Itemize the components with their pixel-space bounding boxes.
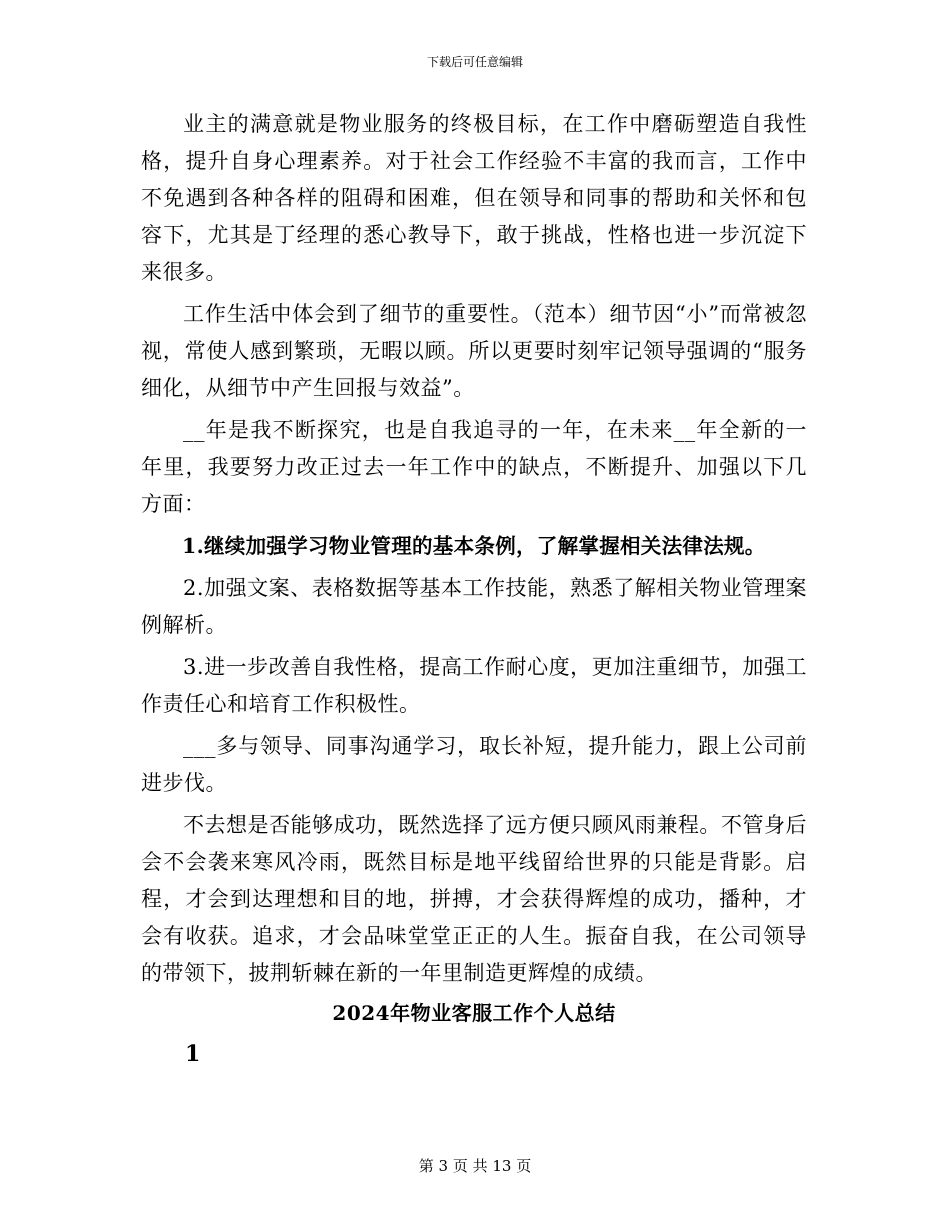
section-title: 2024年物业客服工作个人总结 <box>332 1001 616 1025</box>
list-item-2: 2.加强文案、表格数据等基本工作技能，熟悉了解相关物业管理案例解析。 <box>141 576 807 637</box>
list-item-1: 1.继续加强学习物业管理的基本条例，了解掌握相关法律法规。 <box>182 534 766 558</box>
page-header: 下载后可任意编辑 <box>426 55 523 69</box>
section-number: 1 <box>185 1041 201 1067</box>
list-item-3: 3.进一步改善自我性格，提高工作耐心度，更加注重细节，加强工作责任心和培育工作积极性。 <box>141 655 807 716</box>
paragraph-satisfaction: 业主的满意就是物业服务的终极目标，在工作中磨砺塑造自我性格，提升自身心理素养。对于社会工作经验不丰富的我而言，工作中不免遇到各种各样的阻碍和困难，但在领导和同事的帮助和关怀和包容下，尤其是丁经理的悉心教导下，敢于挑战，性格也进一步沉淀下来很多。 <box>141 112 807 284</box>
paragraph-closing: 不去想是否能够成功，既然选择了远方便只顾风雨兼程。不管身后会不会袭来寒风冷雨，既然目标是地平线留给世界的只能是背影。启程，才会到达理想和目的地，拼搏，才会获得辉煌的成功，播种，才会有收获。追求，才会品味堂堂正正的人生。振奋自我，在公司领导的带领下，披荆斩棘在新的一年里制造更辉煌的成绩。 <box>141 813 807 985</box>
document-body <box>141 106 807 1073</box>
paragraph-details: 工作生活中体会到了细节的重要性。（范本）细节因“小”而常被忽视，常使人感到繁琐，无暇以顾。所以更要时刻牢记领导强调的“服务细化，从细节中产生回报与效益”。 <box>141 302 807 400</box>
list-item-4: ___多与领导、同事沟通学习，取长补短，提升能力，跟上公司前进步伐。 <box>141 734 807 795</box>
page-footer: 第 3 页 共 13 页 <box>418 1157 532 1175</box>
paragraph-year-plan: __年是我不断探究，也是自我追寻的一年，在未来__年全新的一年里，我要努力改正过去一年工作中的缺点，不断提升、加强以下几方面： <box>141 418 807 516</box>
